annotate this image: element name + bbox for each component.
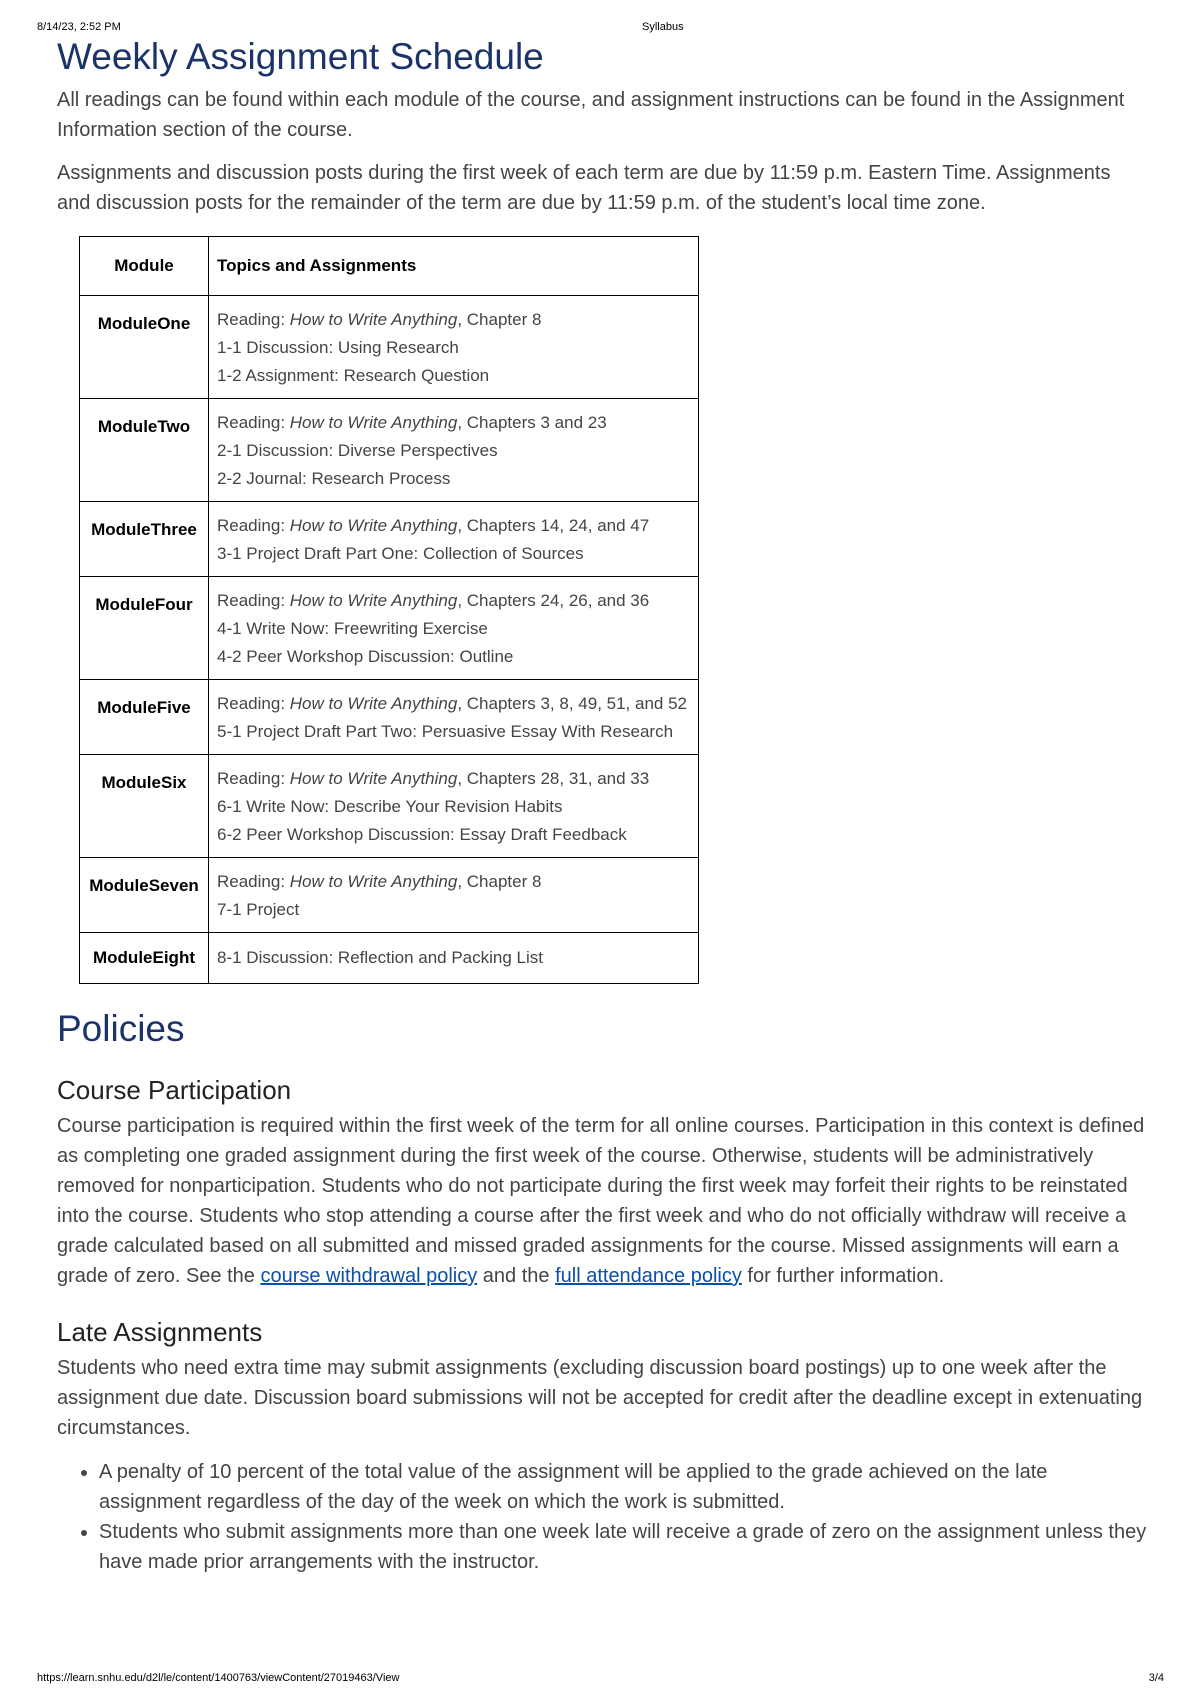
- assignment-item: 5-1 Project Draft Part Two: Persuasive Essay With Research: [217, 722, 674, 741]
- reading-prefix: Reading:: [217, 310, 290, 329]
- topics-cell: [209, 399, 699, 502]
- reading-line: [217, 409, 690, 437]
- topics-cell: [209, 755, 699, 858]
- book-title: How to Write Anything: [289, 413, 458, 432]
- late-assignments-paragraph: Students who need extra time may submit assignments (excluding discussion board postings) up to one week after the assignment due date. Discussion board submissions will not be accepted for credit after the deadline except in extenuating circumstances.: [57, 1357, 1143, 1439]
- reading-line: [217, 690, 690, 718]
- assignment-item: 1-1 Discussion: Using Research: [217, 338, 459, 357]
- schedule-table: [79, 236, 699, 984]
- book-title: How to Write Anything: [289, 310, 458, 329]
- print-url: https://learn.snhu.edu/d2l/le/content/1400763/viewContent/27019463/View: [37, 1672, 400, 1684]
- assignment-item: 4-2 Peer Workshop Discussion: Outline: [217, 647, 514, 666]
- assignment-item: 1-2 Assignment: Research Question: [217, 366, 490, 385]
- assignment-item: 7-1 Project: [217, 900, 300, 919]
- reading-chapters: , Chapters 14, 24, and 47: [457, 516, 650, 535]
- schedule-title: Weekly Assignment Schedule: [57, 36, 544, 77]
- module-cell: ModuleFive: [80, 680, 209, 755]
- table-row: [80, 296, 699, 399]
- module-cell: ModuleSeven: [80, 858, 209, 933]
- participation-paragraph: [57, 1111, 1147, 1291]
- schedule-intro-paragraph: All readings can be found within each module of the course, and assignment instructions can be found in the Assignment Information section of the course.: [57, 89, 1125, 141]
- participation-text-3: for further information.: [741, 1265, 945, 1287]
- module-cell: ModuleTwo: [80, 399, 209, 502]
- topics-cell: [209, 502, 699, 577]
- page-content: [57, 33, 1147, 1577]
- schedule-deadline-paragraph: Assignments and discussion posts during the first week of each term are due by 11:59 p.m. Eastern Time. Assignments and discussion posts for the remainder of the term are due by 11:59 p.m. of the student’s local time zone.: [57, 162, 1111, 214]
- reading-chapters: , Chapters 3, 8, 49, 51, and 52: [457, 694, 687, 713]
- reading-prefix: Reading:: [217, 413, 290, 432]
- topics-column-header: Topics and Assignments: [209, 237, 699, 296]
- assignment-item: 8-1 Discussion: Reflection and Packing List: [217, 948, 543, 967]
- module-cell: ModuleEight: [80, 933, 209, 984]
- topics-cell: [209, 296, 699, 399]
- topics-cell: [209, 680, 699, 755]
- assignment-item: 6-2 Peer Workshop Discussion: Essay Draft Feedback: [217, 825, 627, 844]
- topics-cell: [209, 577, 699, 680]
- late-assignments-heading: Late Assignments: [57, 1317, 263, 1347]
- reading-prefix: Reading:: [217, 872, 290, 891]
- book-title: How to Write Anything: [289, 694, 458, 713]
- reading-chapters: , Chapter 8: [457, 872, 542, 891]
- table-header-row: [80, 237, 699, 296]
- module-cell: ModuleFour: [80, 577, 209, 680]
- list-item: • Students who submit assignments more than one week late will receive a grade of zero on the assignment unless they have made prior arrangements with the instructor.: [99, 1517, 1147, 1577]
- print-datetime: 8/14/23, 2:52 PM: [37, 21, 121, 33]
- module-cell: ModuleSix: [80, 755, 209, 858]
- book-title: How to Write Anything: [289, 769, 458, 788]
- reading-chapters: , Chapters 3 and 23: [457, 413, 607, 432]
- reading-line: [217, 512, 690, 540]
- table-row: [80, 399, 699, 502]
- topics-cell: [209, 933, 699, 984]
- reading-chapters: , Chapter 8: [457, 310, 542, 329]
- reading-line: [217, 306, 690, 334]
- reading-line: [217, 765, 690, 793]
- reading-prefix: Reading:: [217, 516, 290, 535]
- assignment-item: 6-1 Write Now: Describe Your Revision Habits: [217, 797, 563, 816]
- module-cell: ModuleOne: [80, 296, 209, 399]
- module-cell: ModuleThree: [80, 502, 209, 577]
- participation-heading: Course Participation: [57, 1075, 292, 1105]
- table-row: [80, 680, 699, 755]
- book-title: How to Write Anything: [289, 516, 458, 535]
- reading-prefix: Reading:: [217, 591, 290, 610]
- table-row: [80, 858, 699, 933]
- reading-chapters: , Chapters 28, 31, and 33: [457, 769, 650, 788]
- table-row: [80, 502, 699, 577]
- reading-line: [217, 868, 690, 896]
- module-column-header: Module: [80, 237, 209, 296]
- participation-text-1: Course participation is required within the first week of the term for all online courses. Participation in this context is defined as completing one graded assignment during the first week of the course. Otherwise, students will be administratively removed for nonparticipation. Students who do not participate during the first week may forfeit their rights to be reinstated into the course. Students who stop attending a course after the first week and who do not officially withdraw will receive a grade calculated based on all submitted and missed graded assignments for the course. Missed assignments will earn a grade of zero. See the: [57, 1115, 1145, 1287]
- list-item: • A penalty of 10 percent of the total value of the assignment will be applied to the grade achieved on the late assignment regardless of the day of the week on which the work is submitted.: [99, 1457, 1147, 1517]
- reading-prefix: Reading:: [217, 769, 290, 788]
- reading-chapters: , Chapters 24, 26, and 36: [457, 591, 650, 610]
- topics-cell: [209, 858, 699, 933]
- book-title: How to Write Anything: [289, 872, 458, 891]
- table-row: [80, 755, 699, 858]
- print-page-number: 3/4: [1148, 1672, 1164, 1684]
- reading-line: [217, 587, 690, 615]
- table-row: [80, 577, 699, 680]
- assignment-item: 4-1 Write Now: Freewriting Exercise: [217, 619, 488, 638]
- print-title: Syllabus: [642, 21, 684, 33]
- policies-title: Policies: [57, 1008, 185, 1049]
- assignment-item: 2-2 Journal: Research Process: [217, 469, 451, 488]
- course-withdrawal-policy-link[interactable]: course withdrawal policy: [260, 1265, 478, 1287]
- assignment-item: 2-1 Discussion: Diverse Perspectives: [217, 441, 498, 460]
- full-attendance-policy-link[interactable]: full attendance policy: [555, 1265, 742, 1287]
- table-row: [80, 933, 699, 984]
- reading-prefix: Reading:: [217, 694, 290, 713]
- late-penalty-list: [57, 1457, 1147, 1577]
- schedule-table-body: [80, 296, 699, 984]
- book-title: How to Write Anything: [289, 591, 458, 610]
- assignment-item: 3-1 Project Draft Part One: Collection of Sources: [217, 544, 584, 563]
- participation-text-2: and the: [477, 1265, 556, 1287]
